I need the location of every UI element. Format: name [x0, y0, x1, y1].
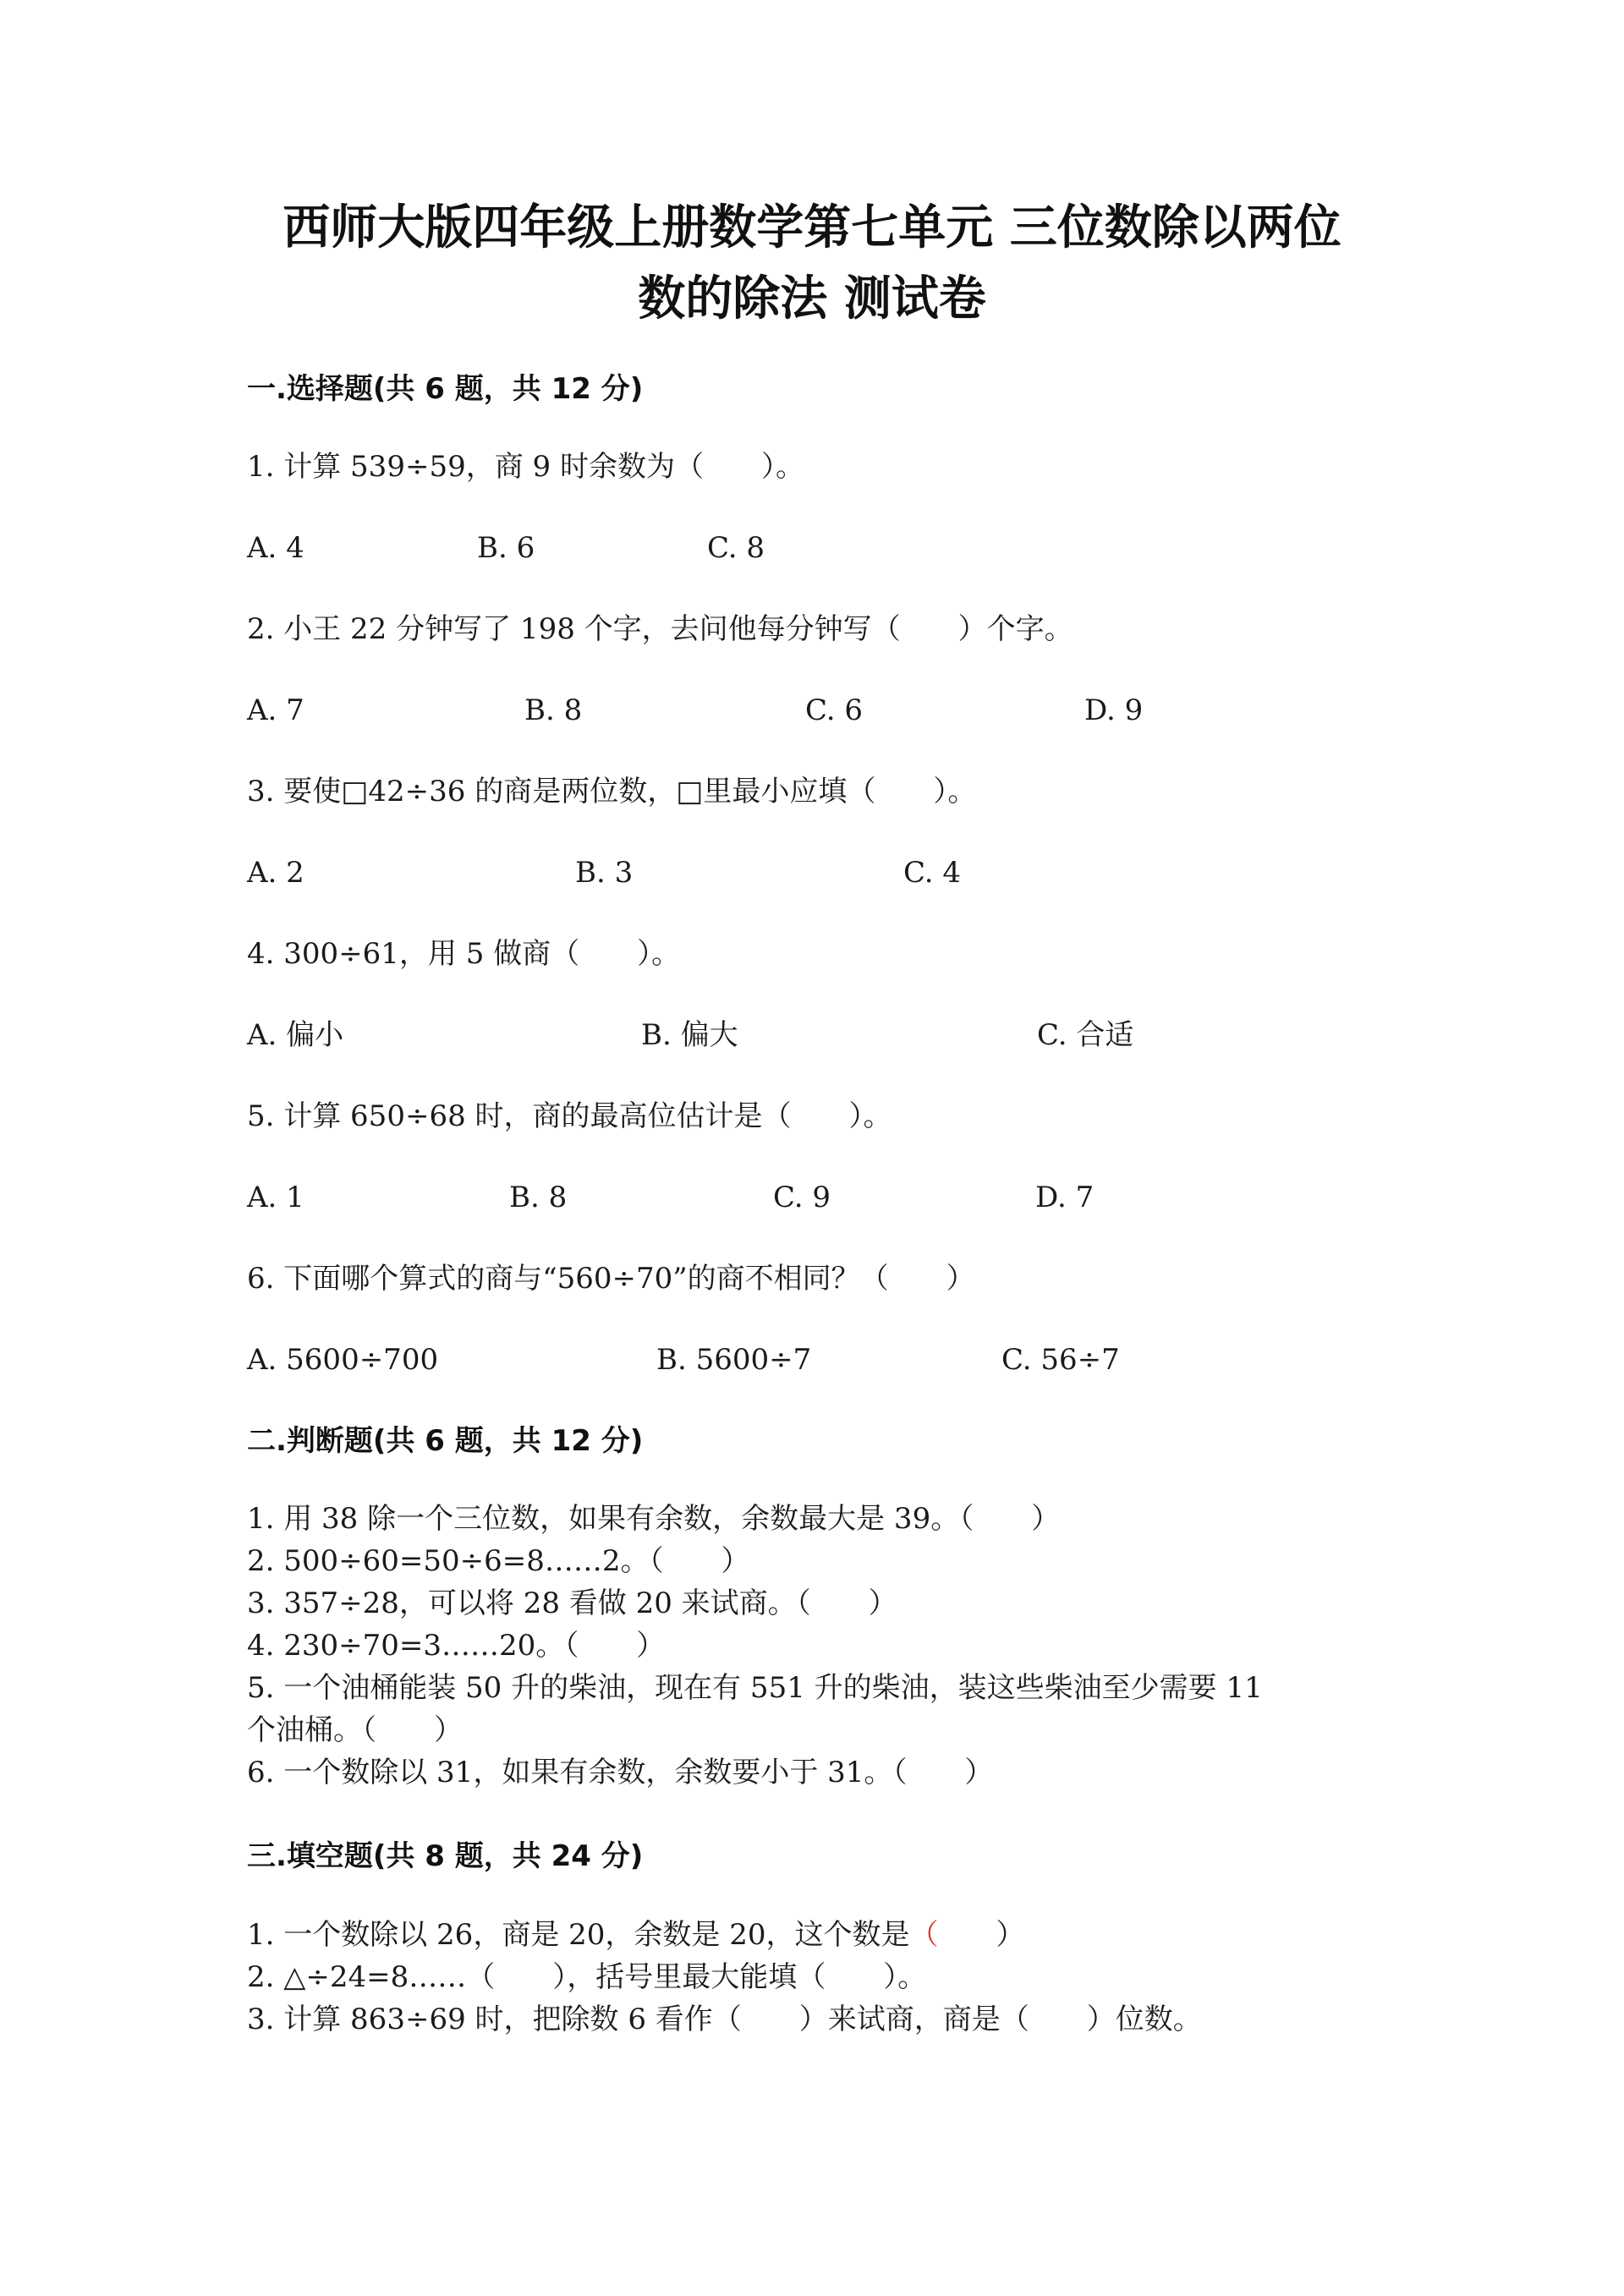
fill-item-1-paren-close: ）: [938, 1918, 1025, 1952]
question-2: 2. 小王 22 分钟写了 198 个字，去问他每分钟写（ ）个字。: [247, 612, 1073, 646]
judgement-item-5-continued: 个油桶。（ ）: [247, 1713, 463, 1747]
section-heading-judgement: 二.判断题(共 6 题，共 12 分): [247, 1424, 644, 1458]
option-q5-b: B. 8: [509, 1181, 568, 1214]
option-q2-a: A. 7: [247, 693, 304, 727]
option-q3-a: A. 2: [247, 856, 304, 890]
option-q6-a: A. 5600÷700: [247, 1343, 439, 1377]
question-4: 4. 300÷61，用 5 做商（ ）。: [247, 937, 681, 971]
option-q4-b: B. 偏大: [641, 1018, 738, 1052]
judgement-item-4: 4. 230÷70=3……20。（ ）: [247, 1629, 666, 1663]
fill-item-2: 2. △÷24=8……（ ），括号里最大能填（ ）。: [247, 1960, 927, 1994]
option-q1-b: B. 6: [477, 531, 535, 565]
judgement-item-5: 5. 一个油桶能装 50 升的柴油，现在有 551 升的柴油，装这些柴油至少需要 11: [247, 1671, 1263, 1705]
option-q2-c: C. 6: [805, 693, 864, 727]
fill-item-3: 3. 计算 863÷69 时，把除数 6 看作（ ）来试商，商是（ ）位数。: [247, 2003, 1202, 2036]
option-q6-b: B. 5600÷7: [656, 1343, 812, 1377]
option-q4-a: A. 偏小: [247, 1018, 344, 1052]
option-q1-a: A. 4: [247, 531, 304, 565]
fill-item-1-paren-open: （: [909, 1918, 939, 1952]
section-heading-fill-blank: 三.填空题(共 8 题，共 24 分): [247, 1839, 644, 1873]
judgement-item-3: 3. 357÷28，可以将 28 看做 20 来试商。（ ）: [247, 1586, 897, 1620]
option-q5-d: D. 7: [1035, 1181, 1095, 1214]
option-q1-c: C. 8: [707, 531, 765, 565]
question-5: 5. 计算 650÷68 时，商的最高位估计是（ ）。: [247, 1099, 892, 1133]
option-q5-c: C. 9: [773, 1181, 831, 1214]
page-title: [169, 193, 1455, 335]
judgement-item-6: 6. 一个数除以 31，如果有余数，余数要小于 31。（ ）: [247, 1756, 994, 1789]
question-3: 3. 要使□42÷36 的商是两位数，□里最小应填（ ）。: [247, 775, 977, 808]
judgement-item-2: 2. 500÷60=50÷6=8……2。（ ）: [247, 1544, 750, 1578]
option-q2-d: D. 9: [1084, 693, 1144, 727]
option-q6-c: C. 56÷7: [1001, 1343, 1120, 1377]
section-heading-choice: 一.选择题(共 6 题，共 12 分): [247, 372, 644, 406]
option-q2-b: B. 8: [524, 693, 583, 727]
judgement-item-1: 1. 用 38 除一个三位数，如果有余数，余数最大是 39。（ ）: [247, 1502, 1061, 1536]
option-q3-b: B. 3: [575, 856, 634, 890]
question-6: 6. 下面哪个算式的商与“560÷70”的商不相同？（ ）: [247, 1262, 975, 1296]
option-q3-c: C. 4: [903, 856, 962, 890]
option-q4-c: C. 合适: [1037, 1018, 1134, 1052]
option-q5-a: A. 1: [247, 1181, 304, 1214]
title-line-1: 西师大版四年级上册数学第七单元 三位数除以两位: [283, 200, 1341, 255]
title-line-2: 数的除法 测试卷: [638, 271, 986, 326]
fill-item-1: [247, 1914, 1024, 1956]
fill-item-1-text: 1. 一个数除以 26，商是 20，余数是 20，这个数是: [247, 1918, 910, 1952]
question-1: 1. 计算 539÷59，商 9 时余数为（ ）。: [247, 450, 804, 484]
